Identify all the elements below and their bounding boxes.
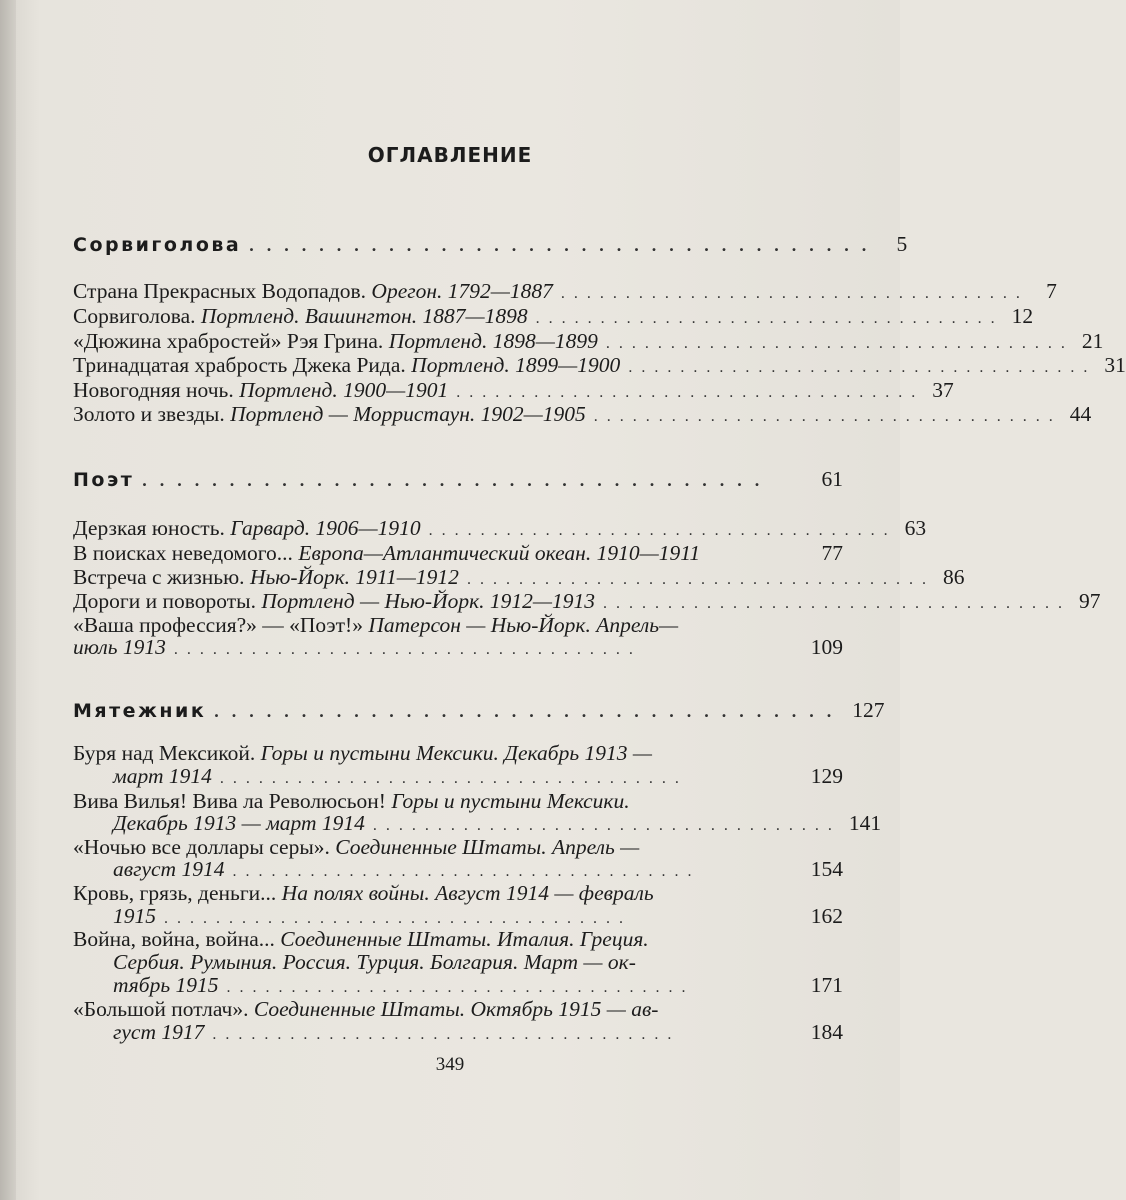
section-heading-2: Поэт .................................... 61 (73, 467, 843, 491)
toc-entry: Страна Прекрасных Водопадов. Орегон. 1792—1887 .................................... 7 (73, 279, 1057, 303)
toc-entry: Тринадцатая храбрость Джека Рида. Портленд. 1899—1900 .................................... 31 (73, 353, 1126, 377)
entry-page: 86 (942, 565, 965, 589)
toc-entry: Дерзкая юность. Гарвард. 1906—1910 .................................... 63 (73, 516, 927, 540)
entry-page: 97 (1079, 589, 1101, 613)
entry-page: 44 (1069, 402, 1092, 426)
toc-entry-line: Вива Вилья! Вива ла Революсьон! Горы и пустыни Мексики. (73, 789, 630, 813)
entry-page: 154 (810, 857, 843, 881)
entry-page: 184 (810, 1020, 843, 1044)
entry-page: 63 (904, 516, 927, 540)
entry-page: 171 (810, 973, 843, 997)
toc-entry-continuation: 1915 .................................... 162 (113, 904, 843, 928)
entry-page: 141 (848, 811, 882, 835)
section-page: 61 (821, 467, 843, 491)
section-heading-1: Сорвиголова .................................... 5 (73, 232, 908, 256)
entry-page: 162 (810, 904, 843, 928)
page-number: 349 (435, 1054, 465, 1075)
toc-entry-continuation: густ 1917 .................................... 184 (113, 1020, 843, 1044)
entry-page: 129 (810, 764, 843, 788)
entry-page: 109 (810, 635, 843, 659)
toc-entry-line: Буря над Мексикой. Горы и пустыни Мексики. Декабрь 1913 — (73, 741, 652, 765)
toc-entry-line: «Ночью все доллары серы». Соединенные Штаты. Апрель — (73, 835, 640, 859)
entry-page: 21 (1081, 329, 1104, 353)
section-heading-3: Мятежник .................................... 127 (73, 698, 885, 722)
toc-entry: Золото и звезды. Портленд — Морристаун. 1902—1905 .................................... 44 (73, 402, 1092, 426)
entry-page: 37 (932, 378, 954, 402)
page-title: ОГЛАВЛЕНИЕ (367, 143, 533, 167)
toc-entry-line: «Ваша профессия?» — «Поэт!» Патерсон — Нью-Йорк. Апрель— (73, 613, 679, 637)
section-title: Мятежник (73, 700, 207, 722)
toc-entry-continuation: март 1914 .................................... 129 (113, 764, 843, 788)
entry-page: 7 (1046, 279, 1057, 303)
section-page: 5 (896, 232, 908, 256)
toc-entry: Новогодняя ночь. Портленд. 1900—1901 .................................... 37 (73, 378, 954, 402)
toc-entry-line: Кровь, грязь, деньги... На полях войны. Август 1914 — февраль (73, 881, 654, 905)
toc-entry-continuation: Декабрь 1913 — март 1914 .................................... 141 (113, 811, 882, 835)
toc-entry-line: Война, война, война... Соединенные Штаты. Италия. Греция. (73, 927, 649, 951)
toc-entry-continuation: август 1914 .................................... 154 (113, 857, 843, 881)
section-title: Поэт (73, 469, 135, 491)
entry-page: 77 (821, 541, 843, 565)
toc-entry-continuation: июль 1913 .................................... 109 (73, 635, 843, 659)
toc-entry-line: «Большой потлач». Соединенные Штаты. Октябрь 1915 — ав- (73, 997, 659, 1021)
toc-entry-line: Сербия. Румыния. Россия. Турция. Болгария. Март — ок- (113, 950, 636, 974)
section-title: Сорвиголова (73, 234, 242, 256)
toc-entry: «Дюжина храбростей» Рэя Грина. Портленд. 1898—1899 .................................... 21 (73, 329, 1104, 353)
toc-entry: Сорвиголова. Портленд. Вашингтон. 1887—1898 .................................... 12 (73, 304, 1034, 328)
toc-entry: Встреча с жизнью. Нью-Йорк. 1911—1912 .................................... 86 (73, 565, 965, 589)
section-page: 127 (852, 698, 885, 722)
entry-page: 12 (1011, 304, 1034, 328)
toc-entry-continuation: тябрь 1915 .................................... 171 (113, 973, 843, 997)
book-spine-shadow (0, 0, 16, 1200)
entry-page: 31 (1104, 353, 1126, 377)
toc-entry: Дороги и повороты. Портленд — Нью-Йорк. 1912—1913 .................................... 97 (73, 589, 1101, 613)
toc-entry: В поисках неведомого... Европа—Атлантический океан. 1910—1911 77 (73, 541, 843, 565)
